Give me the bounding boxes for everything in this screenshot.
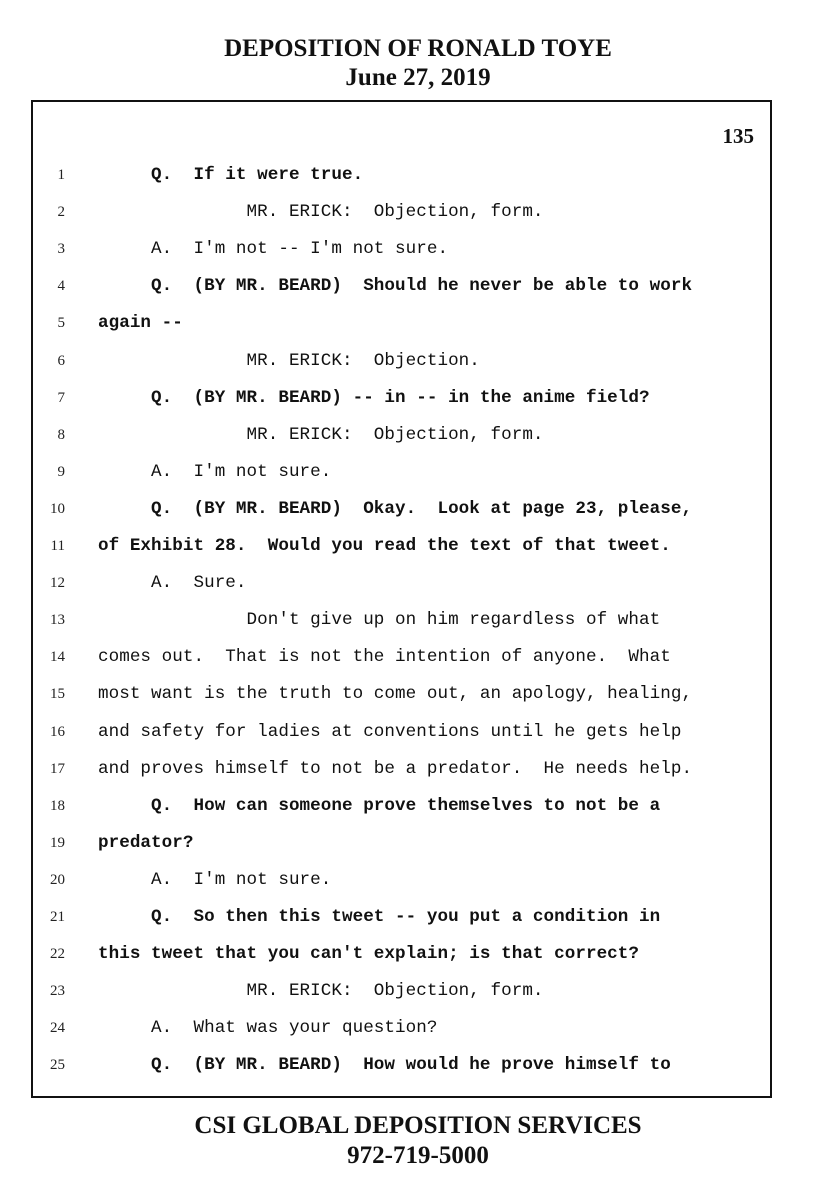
line-text: A. What was your question? [98,1018,438,1039]
line-number: 20 [50,871,65,888]
line-text: MR. ERICK: Objection, form. [98,202,544,223]
line-number: 19 [50,834,65,851]
transcript-page [31,100,772,1098]
page-number: 135 [722,124,754,148]
transcript-line [33,865,770,895]
line-text: A. I'm not sure. [98,869,332,890]
line-text: Q. (BY MR. BEARD) How would he prove himself to [98,1055,671,1076]
line-text: A. I'm not sure. [98,461,332,482]
company-phone: 972-719-5000 [347,1142,489,1169]
line-text: A. Sure. [98,573,247,594]
transcript-line [33,1050,770,1080]
line-number: 16 [50,723,65,740]
line-text: Q. If it were true. [98,165,364,185]
document-footer [0,1111,836,1171]
line-number: 3 [57,241,65,258]
line-text: Q. (BY MR. BEARD) Should he never be able to work [98,276,693,297]
line-number: 4 [57,278,65,295]
transcript-line [33,828,770,858]
transcript-line [33,791,770,821]
line-number: 8 [57,426,65,443]
transcript-line [33,383,770,413]
line-text: MR. ERICK: Objection. [98,350,480,371]
transcript-line [33,457,770,487]
transcript-line [33,308,770,338]
line-text: MR. ERICK: Objection, form. [98,981,544,1002]
transcript-line [33,717,770,747]
line-number: 13 [50,612,65,629]
line-number: 24 [50,1020,65,1037]
line-number: 17 [50,760,65,777]
line-number: 11 [50,538,65,554]
line-number: 10 [50,500,65,517]
line-text: A. I'm not -- I'm not sure. [98,239,449,260]
line-text: again -- [98,313,183,334]
line-number: 9 [57,463,65,480]
line-number: 7 [57,389,65,406]
line-number: 15 [50,686,65,703]
line-text: predator? [98,832,194,853]
line-text: this tweet that you can't explain; is that correct? [98,944,640,965]
line-text: MR. ERICK: Objection, form. [98,424,544,445]
transcript-line [33,1013,770,1043]
line-number: 5 [57,315,65,332]
transcript-line [33,754,770,784]
company-name: CSI GLOBAL DEPOSITION SERVICES [194,1112,642,1139]
line-number: 2 [57,204,65,221]
line-text: of Exhibit 28. Would you read the text of that tweet. [98,536,671,556]
transcript-line [33,494,770,524]
transcript-line [33,420,770,450]
transcript-line [33,605,770,635]
line-number: 22 [50,946,65,963]
line-number: 23 [50,983,65,1000]
deposition-date: June 27, 2019 [345,64,491,91]
line-number: 14 [50,649,65,666]
transcript-line [33,568,770,598]
line-text: Q. How can someone prove themselves to not be a [98,795,661,816]
line-text: Q. (BY MR. BEARD) Okay. Look at page 23, please, [98,498,693,519]
line-number: 25 [50,1057,65,1074]
line-number: 18 [50,797,65,814]
line-number: 1 [57,167,65,183]
transcript-line [33,679,770,709]
transcript-line [33,902,770,932]
transcript-line [33,531,770,561]
line-number: 21 [50,909,65,925]
transcript-line [33,642,770,672]
line-number: 12 [50,575,65,592]
transcript-line [33,346,770,376]
line-number: 6 [57,352,65,369]
line-text: and safety for ladies at conventions until he gets help [98,721,682,742]
transcript-line [33,234,770,264]
line-text: and proves himself to not be a predator. He needs help. [98,758,693,779]
line-text: Q. (BY MR. BEARD) -- in -- in the anime field? [98,387,650,408]
transcript-line [33,939,770,969]
transcript-line [33,271,770,301]
transcript-line [33,976,770,1006]
transcript-line [33,160,770,190]
line-text: most want is the truth to come out, an apology, healing, [98,684,693,705]
document-header [0,34,836,92]
line-text: comes out. That is not the intention of anyone. What [98,647,671,668]
line-text: Q. So then this tweet -- you put a condition in [98,907,661,927]
transcript-line [33,197,770,227]
deposition-title: DEPOSITION OF RONALD TOYE [224,35,612,62]
line-text: Don't give up on him regardless of what [98,610,661,631]
